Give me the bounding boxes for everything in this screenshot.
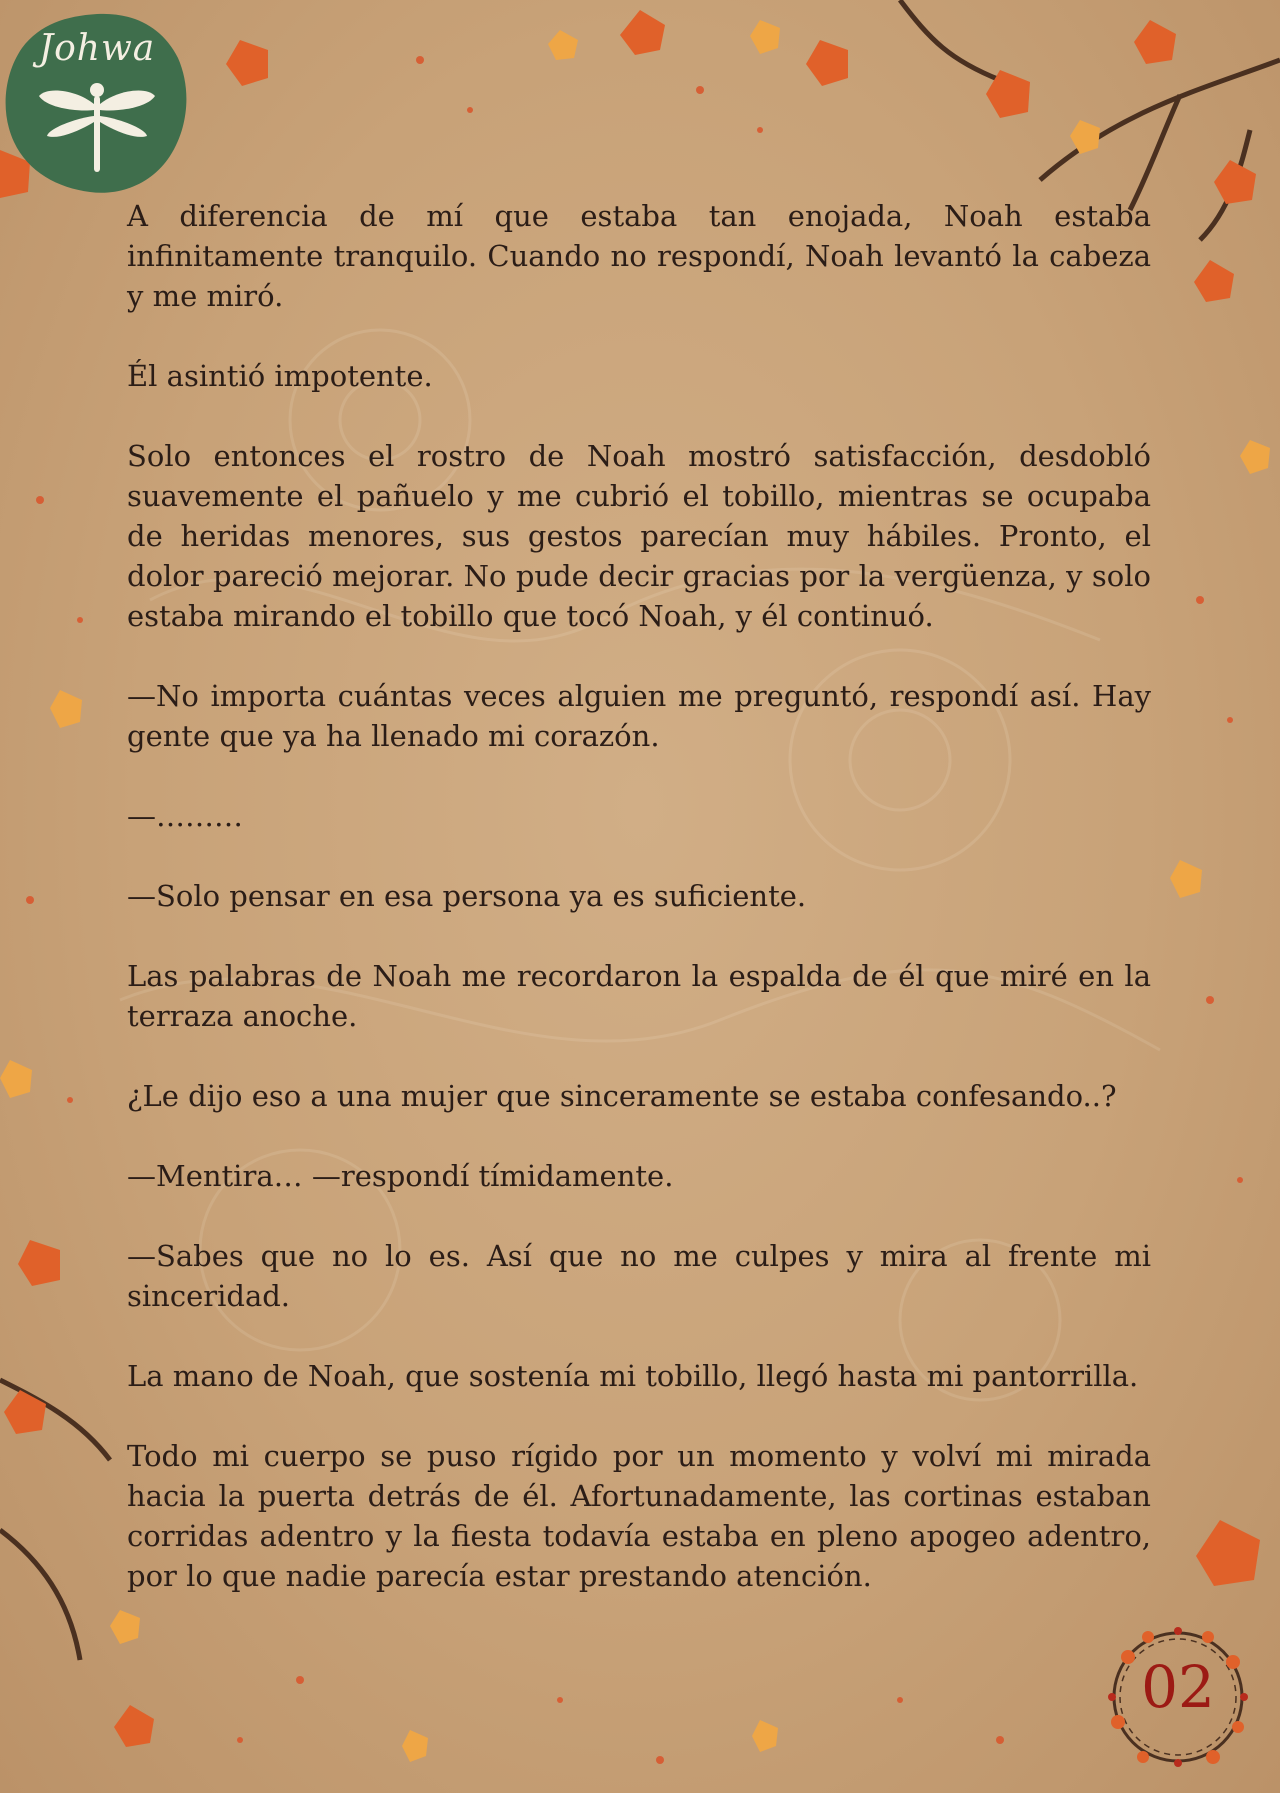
paragraph: —Mentira… —respondí tímidamente. [127,1159,674,1193]
page-number-badge [1098,1617,1258,1777]
paragraph: A diferencia de mí que estaba tan enojada, Noah estaba infinitamente tranquilo. Cuando no respondí, Noah levantó la cabeza y me miró. [127,199,1151,313]
paragraph: ¿Le dijo eso a una mujer que sinceramente se estaba confesando..? [127,1079,1117,1113]
dragonfly-icon [37,76,157,176]
paragraph: —No importa cuántas veces alguien me preguntó, respondí así. Hay gente que ya ha llenado mi corazón. [127,679,1151,753]
paragraph: La mano de Noah, que sostenía mi tobillo, llegó hasta mi pantorrilla. [127,1359,1139,1393]
paragraph: Solo entonces el rostro de Noah mostró satisfacción, desdobló suavemente el pañuelo y me cubrió el tobillo, mientras se ocupaba de heridas menores, sus gestos parecían muy hábiles. Pronto, el dolor pareció mejorar. No pude decir gracias por la vergüenza, y solo estaba mirando el tobillo que tocó Noah, y él continuó. [127,439,1151,633]
paragraph: Todo mi cuerpo se puso rígido por un momento y volví mi mirada hacia la puerta detrás de él. Afortunadamente, las cortinas estaban corridas adentro y la fiesta todavía estaba en pleno apogeo adentro, por lo que nadie parecía estar prestando atención. [127,1439,1151,1593]
paragraph: —Sabes que no lo es. Así que no me culpes y mira al frente mi sinceridad. [127,1239,1151,1313]
paragraph: Las palabras de Noah me recordaron la espalda de él que miré en la terraza anoche. [127,959,1151,1033]
paragraph: —……… [127,799,243,833]
paragraph: Él asintió impotente. [127,359,433,393]
page-number: 02 [1141,1653,1215,1721]
johwa-logo [2,6,192,196]
story-text [127,196,1151,1636]
paragraph: —Solo pensar en esa persona ya es suficiente. [127,879,807,913]
logo-text: Johwa [38,28,156,69]
